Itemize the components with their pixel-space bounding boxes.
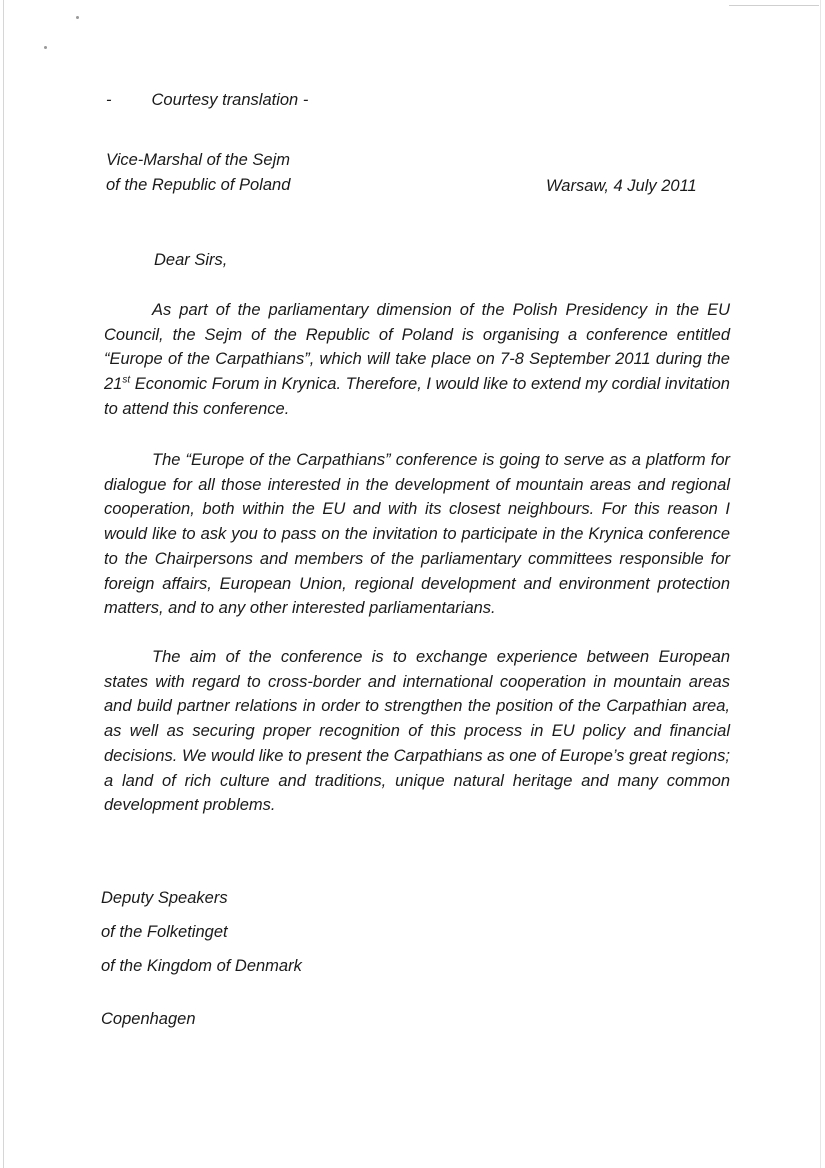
addressee-line-2: of the Folketinget bbox=[101, 923, 228, 941]
translation-note bbox=[106, 88, 308, 113]
salutation: Dear Sirs, bbox=[154, 251, 228, 269]
translation-label: Courtesy translation - bbox=[151, 91, 309, 109]
addressee-city: Copenhagen bbox=[101, 1010, 196, 1028]
paragraph-1: As part of the parliamentary dimension of the Polish Presidency in the EU Council, the Sejm of the Republic of Poland is organising a conference entitled “Europe of the Carpathians”, which will take place on 7-8 September 2011 during the 21st Economic Forum in Krynica. Therefore, I would like to extend my cordial invitation to attend this conference. bbox=[104, 301, 730, 418]
paragraph-3: The aim of the conference is to exchange experience between European states with regard to cross-border and international cooperation in mountain areas and build partner relations in order to strengthen the position of the Carpathian area, as well as securing proper recognition of this process in EU policy and financial decisions. We would like to present the Carpathians as one of Europe’s great regions; a land of rich culture and traditions, unique natural heritage and many common development problems. bbox=[104, 648, 730, 815]
place-date: Warsaw, 4 July 2011 bbox=[546, 177, 697, 195]
scan-edge-right bbox=[820, 0, 821, 1168]
scan-speck bbox=[76, 16, 79, 19]
sender-line-2: of the Republic of Poland bbox=[106, 175, 291, 194]
scan-speck bbox=[44, 46, 47, 49]
addressee-line-3: of the Kingdom of Denmark bbox=[101, 957, 302, 975]
addressee-line-1: Deputy Speakers bbox=[101, 889, 228, 907]
sender-line-1: Vice-Marshal of the Sejm bbox=[106, 151, 291, 169]
addressee-block bbox=[101, 881, 302, 983]
paragraph-2: The “Europe of the Carpathians” conference is going to serve as a platform for dialogue for all those interested in the development of mountain areas and regional cooperation, both within the EU and with its closest neighbours. For this reason I would like to ask you to pass on the invitation to participate in the Krynica conference to the Chairpersons and members of the parliamentary committees responsible for foreign affairs, European Union, regional development and environment protection matters, and to any other interested parliamentarians. bbox=[104, 451, 730, 618]
scan-edge-top bbox=[729, 5, 819, 6]
sender-block bbox=[106, 148, 290, 197]
translation-dash: - bbox=[106, 91, 112, 109]
scan-edge-left bbox=[3, 0, 4, 1168]
